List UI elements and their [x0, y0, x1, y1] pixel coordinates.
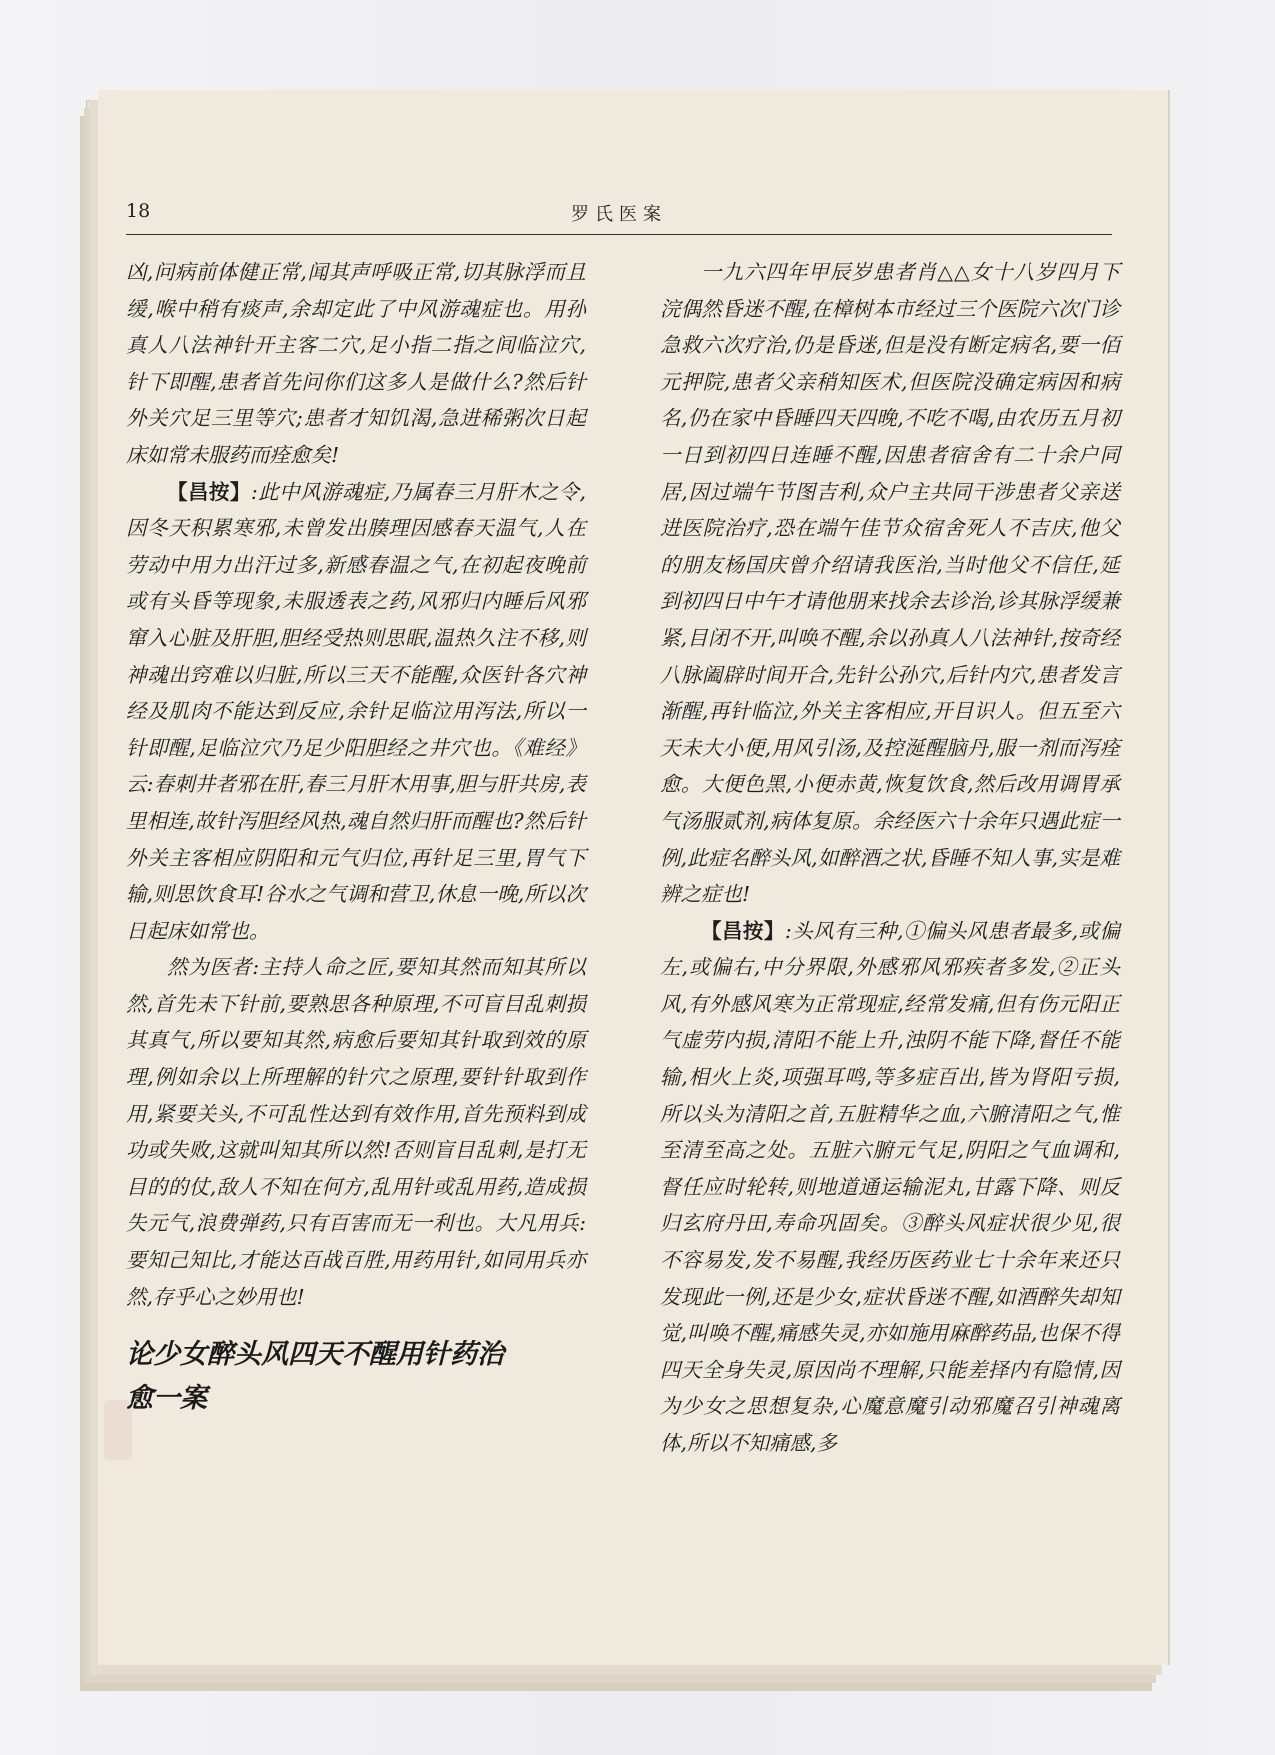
annotation-label: 【昌按】 — [701, 918, 785, 943]
annotation-text: :此中风游魂症,乃属春三月肝木之令,因冬天积累寒邪,未曾发出腠理因感春天温气,人在劳动中用力出汗过多,新感春温之气,在初起夜晚前或有头昏等现象,未服透表之药,风邪归内睡后风邪窜入心脏及肝胆,胆经受热则思眠,温热久注不移,则神魂出窍难以归脏,所以三天不能醒,众医针各穴神经及肌肉不能达到反应,余针足临泣用泻法,所以一针即醒,足临泣穴乃足少阳胆经之井穴也。《难经》云:春刺井者邪在肝,春三月肝木用事,胆与肝共房,表里相连,故针泻胆经风热,魂自然归肝而醒也?然后针外关主客相应阴阳和元气归位,再针足三里,胃气下输,则思饮食耳!谷水之气调和营卫,休息一晚,所以次日起床如常也。 — [126, 479, 586, 943]
left-column — [126, 254, 586, 1421]
section-heading — [126, 1333, 586, 1421]
section-heading-line-2: 愈一案 — [126, 1383, 207, 1415]
left-paragraph-3: 然为医者:主持人命之匠,要知其然而知其所以然,首先未下针前,要熟思各种原理,不可盲目乱刺损其真气,所以要知其然,病愈后要知其针取到效的原理,例如余以上所理解的针穴之原理,要针针取到作用,紧要关头,不可乱性达到有效作用,首先预料到成功或失败,这就叫知其所以然!否则盲目乱刺,是打无目的的仗,敌人不知在何方,乱用针或乱用药,造成损失元气,浪费弹药,只有百害而无一利也。大凡用兵:要知己知比,才能达百战百胜,用药用针,如同用兵亦然,存乎心之妙用也! — [126, 955, 586, 1309]
annotation-label: 【昌按】 — [167, 479, 251, 504]
section-heading-line-1: 论少女醉头风四天不醒用针药治 — [126, 1339, 504, 1371]
page-header — [126, 200, 1112, 235]
annotation-text: :头风有三种,①偏头风患者最多,或偏左,或偏右,中分界限,外感邪风邪疾者多发,②正头风,有外感风寒为正常现症,经常发痛,但有伤元阳正气虚劳内损,清阳不能上升,浊阴不能下降,督任不能输,相火上炎,项强耳鸣,等多症百出,皆为肾阳亏损,所以头为清阳之首,五脏精华之血,六腑清阳之气,惟至清至高之处。五脏六腑元气足,阴阳之气血调和,督任应时轮转,则地道通运输泥丸,甘露下降、则反归玄府丹田,寿命巩固矣。③醉头风症状很少见,很不容易发,发不易醒,我经历医药业七十余年来还只发现此一例,还是少女,症状昏迷不醒,如酒醉失却知觉,叫唤不醒,痛感失灵,亦如施用麻醉药品,也保不得四天全身失灵,原因尚不理解,只能差择内有隐情,因为少女之思想复杂,心魔意魔引动邪魔召引神魂离体,所以不知痛感,多 — [660, 918, 1120, 1455]
right-paragraph-1: 一九六四年甲辰岁患者肖△△女十八岁四月下浣偶然昏迷不醒,在樟树本市经过三个医院六次门诊急救六次疗治,仍是昏迷,但是没有断定病名,要一佰元押院,患者父亲稍知医术,但医院没确定病因和病名,仍在家中昏睡四天四晚,不吃不喝,由农历五月初一日到初四日连睡不醒,因患者宿舍有二十余户同居,因过端午节图吉利,众户主共同干涉患者父亲送进医院治疗,恐在端午佳节众宿舍死人不吉庆,他父的朋友杨国庆曾介绍请我医治,当时他父不信任,延到初四日中午才请他朋来找余去诊治,诊其脉浮缓兼紧,目闭不开,叫唤不醒,余以孙真人八法神针,按奇经八脉阖辟时间开合,先针公孙穴,后针内穴,患者发言渐醒,再针临泣,外关主客相应,开目识人。但五至六天未大小便,用风引汤,及控涎醒脑丹,服一剂而泻痊愈。大便色黑,小便赤黄,恢复饮食,然后改用调胃承气汤服贰剂,病体复原。余经医六十余年只遇此症一例,此症名醉头风,如醉酒之状,昏睡不知人事,实是难辨之症也! — [660, 260, 1120, 907]
page-number: 18 — [126, 200, 151, 222]
right-column — [660, 254, 1120, 1462]
left-paragraph-2 — [126, 474, 586, 950]
left-paragraph-1: 凶,问病前体健正常,闻其声呼吸正常,切其脉浮而且缓,喉中稍有痰声,余却定此了中风游魂症也。用孙真人八法神针开主客二穴,足小指二指之间临泣穴,针下即醒,患者首先问你们这多人是做什么?然后针外关穴足三里等穴;患者才知饥渴,急进稀粥次日起床如常未服药而痊愈矣! — [126, 260, 586, 467]
running-title: 罗氏医案 — [571, 204, 667, 225]
right-paragraph-2 — [660, 913, 1120, 1462]
